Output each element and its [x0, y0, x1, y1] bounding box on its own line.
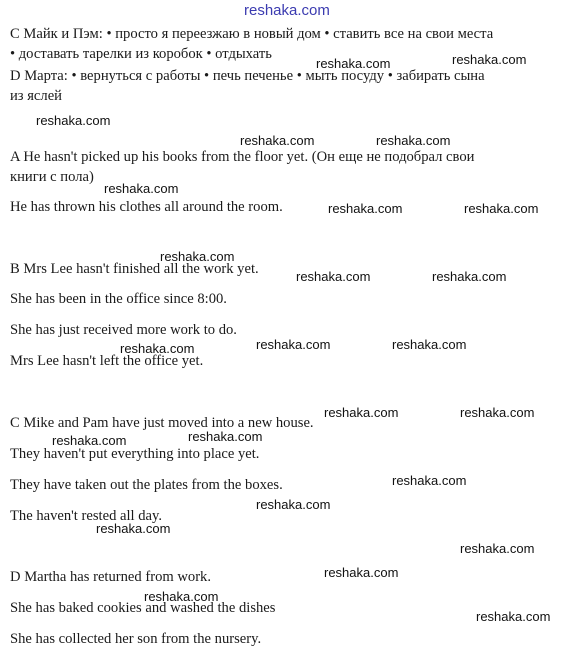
text-line-4: из яслей [10, 88, 62, 104]
text-line-7: He has thrown his clothes all around the room. [10, 199, 283, 215]
text-line-3: D Марта: • вернуться с работы • печь печенье • мыть посуду • забирать сына [10, 68, 485, 84]
watermark: reshaka.com [316, 56, 391, 71]
watermark: reshaka.com [188, 429, 263, 444]
watermark: reshaka.com [328, 201, 403, 216]
watermark: reshaka.com [392, 473, 467, 488]
text-line-9: She has been in the office since 8:00. [10, 291, 227, 307]
text-line-1: С Майк и Пэм: • просто я переезжаю в новый дом • ставить все на свои места [10, 26, 494, 42]
watermark: reshaka.com [120, 341, 195, 356]
watermark: reshaka.com [476, 609, 551, 624]
watermark: reshaka.com [96, 521, 171, 536]
watermark: reshaka.com [464, 201, 539, 216]
watermark: reshaka.com [452, 52, 527, 67]
watermark: reshaka.com [460, 541, 535, 556]
watermark: reshaka.com [256, 337, 331, 352]
text-line-11: Mrs Lee hasn't left the office yet. [10, 353, 204, 369]
watermark: reshaka.com [392, 337, 467, 352]
watermark: reshaka.com [104, 181, 179, 196]
watermark: reshaka.com [256, 497, 331, 512]
text-line-13: They haven't put everything into place yet. [10, 446, 260, 462]
watermark: reshaka.com [144, 589, 219, 604]
text-line-14: They have taken out the plates from the boxes. [10, 477, 283, 493]
text-line-15: The haven't rested all day. [10, 508, 163, 524]
text-line-10: She has just received more work to do. [10, 322, 237, 338]
text-line-2: • доставать тарелки из коробок • отдыхать [10, 46, 272, 62]
watermark: reshaka.com [324, 405, 399, 420]
watermark: reshaka.com [160, 249, 235, 264]
watermark: reshaka.com [52, 433, 127, 448]
text-line-8: B Mrs Lee hasn't finished all the work yet. [10, 261, 259, 277]
watermark: reshaka.com [460, 405, 535, 420]
watermark: reshaka.com [240, 133, 315, 148]
watermark: reshaka.com [296, 269, 371, 284]
watermark-top: reshaka.com [244, 2, 330, 19]
watermark: reshaka.com [324, 565, 399, 580]
text-line-6: книги с пола) [10, 169, 94, 185]
watermark: reshaka.com [36, 113, 111, 128]
text-line-5: A He hasn't picked up his books from the floor yet. (Он еще не подобрал свои [10, 149, 475, 165]
watermark: reshaka.com [376, 133, 451, 148]
text-line-18: She has collected her son from the nursery. [10, 631, 262, 647]
text-line-17: She has baked cookies and washed the dishes [10, 600, 276, 616]
watermark: reshaka.com [432, 269, 507, 284]
text-line-16: D Martha has returned from work. [10, 569, 212, 585]
text-line-12: C Mike and Pam have just moved into a new house. [10, 415, 314, 431]
